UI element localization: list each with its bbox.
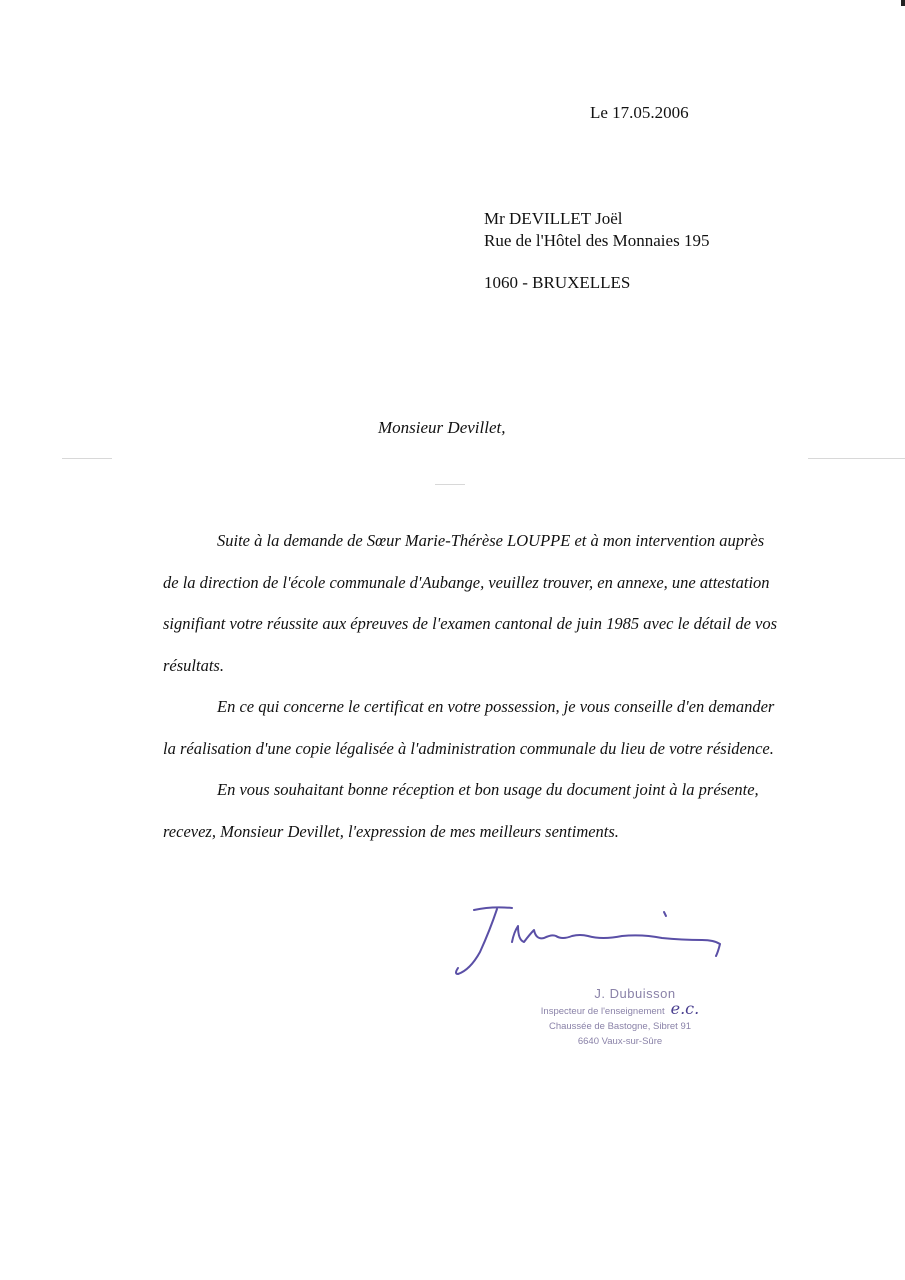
stamp-name: J. Dubuisson <box>594 986 676 1001</box>
scan-artifact-line <box>808 458 905 459</box>
body-paragraph: Suite à la demande de Sœur Marie-Thérèse LOUPPE et à mon intervention auprès de la direction de l'école communale d'Aubange, veuillez trouver, en annexe, une attestation signifiant votre réussite aux épreuves de l'examen cantonal de juin 1985 avec le détail de vos résultats. <box>163 531 778 675</box>
stamp-initials: e.c. <box>670 999 700 1018</box>
inspector-stamp <box>500 986 740 1049</box>
handwritten-signature <box>452 900 732 990</box>
stamp-title-line <box>500 1001 740 1019</box>
scan-corner-mark <box>901 0 905 6</box>
scan-artifact-line <box>435 484 465 485</box>
stamp-title: Inspecteur de l'enseignement <box>540 1006 665 1017</box>
recipient-city: 1060 - BRUXELLES <box>484 273 631 292</box>
stamp-town: 6640 Vaux-sur-Sûre <box>577 1036 663 1047</box>
body-paragraph: En ce qui concerne le certificat en votre possession, je vous conseille d'en demander la réalisation d'une copie légalisée à l'administration communale du lieu de votre résidence. <box>163 697 775 758</box>
stamp-address: Chaussée de Bastogne, Sibret 91 <box>548 1021 692 1032</box>
letter-body <box>163 520 783 852</box>
recipient-name: Mr DEVILLET Joël <box>484 209 623 228</box>
body-paragraph: En vous souhaitant bonne réception et bon usage du document joint à la présente, recevez, Monsieur Devillet, l'expression de mes meilleurs sentiments. <box>163 780 759 841</box>
letter-date: Le 17.05.2006 <box>590 103 689 122</box>
scan-artifact-line <box>62 458 112 459</box>
recipient-address <box>484 208 709 294</box>
salutation: Monsieur Devillet, <box>378 418 506 437</box>
recipient-street: Rue de l'Hôtel des Monnaies 195 <box>484 231 710 250</box>
